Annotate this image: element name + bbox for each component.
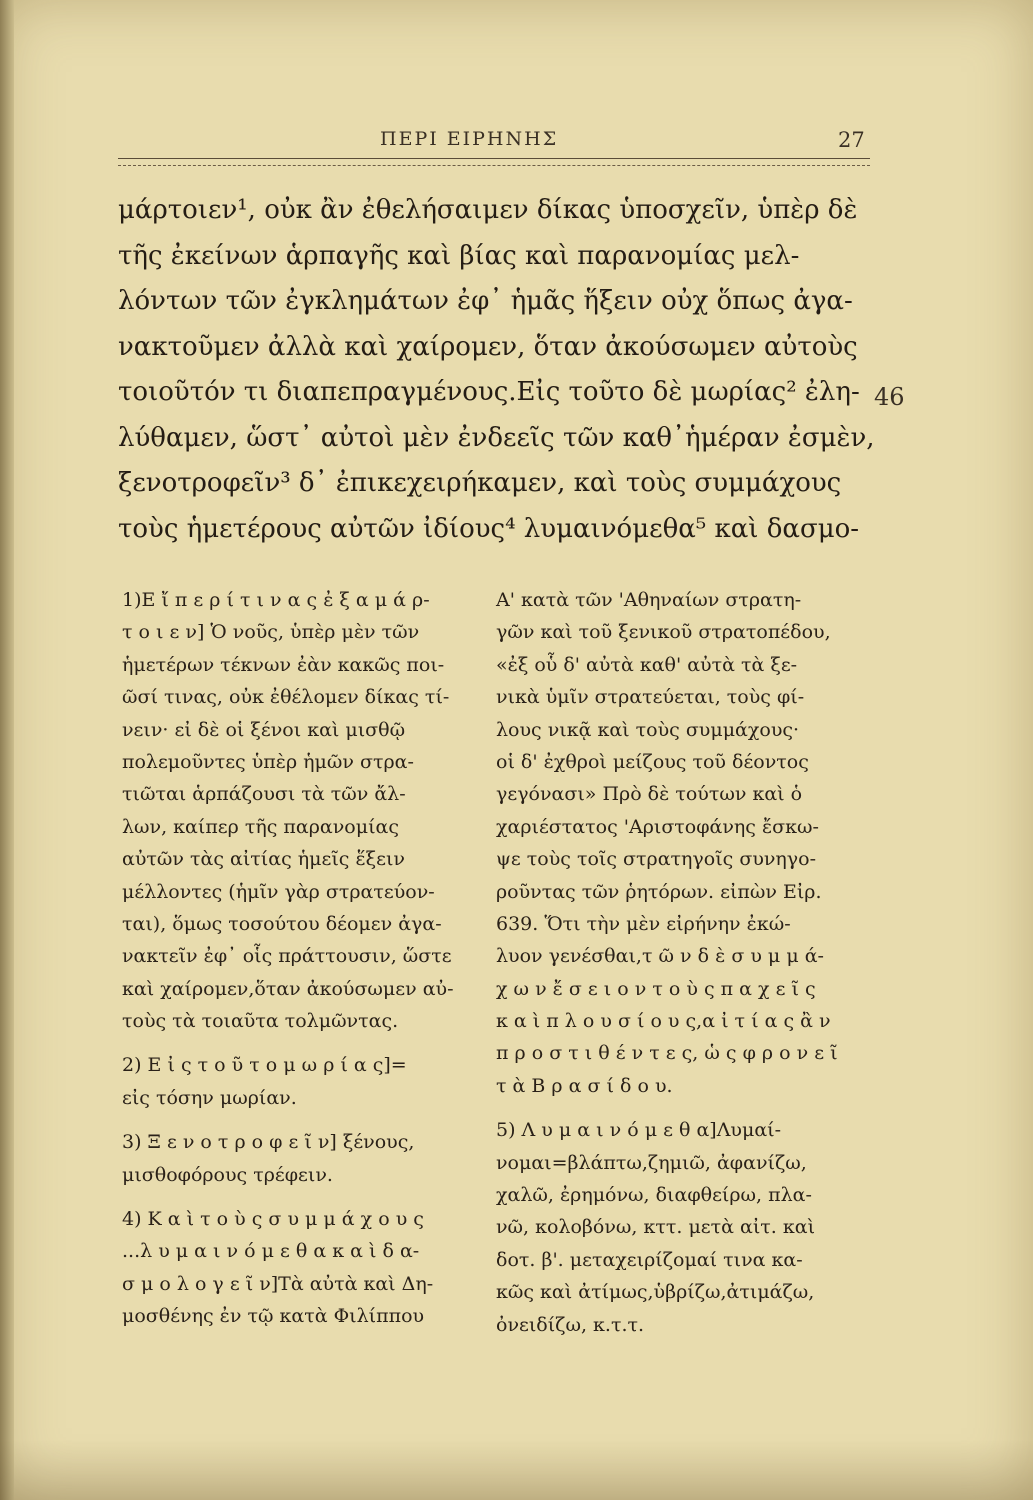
page-binding-edge [0, 0, 14, 1500]
footnote-line: ῶσί τινας, οὐκ ἐθέλομεν δίκας τί- [122, 686, 450, 709]
main-text-line: ξενοτροφεῖν³ δ᾽ ἐπικεχειρήκαμεν, καὶ τοὺς συμμάχους [118, 468, 842, 498]
footnote-line: γεγόνασι» Πρὸ δὲ τούτων καὶ ὁ [496, 783, 803, 806]
footnote-line: «ἐξ οὗ δ' αὐτὰ καθ' αὐτὰ τὰ ξε- [496, 653, 798, 676]
footnote-line: ψε τοὺς τοῖς στρατηγοῖς συνηγο- [496, 848, 817, 871]
footnote-gap [122, 1037, 490, 1049]
footnote-line: νομαι=βλάπτω,ζημιῶ, ἀφανίζω, [496, 1151, 807, 1174]
footnote-line: πολεμοῦντες ὑπὲρ ἡμῶν στρα- [122, 750, 414, 773]
footnote-line: λυον γενέσθαι,τ ῶ ν δ ὲ σ υ μ μ ά- [496, 945, 824, 968]
main-text-line: τοιοῦτόν τι διαπεπραγμένους.Εἰς τοῦτο δὲ μωρίας² ἐλη- [118, 377, 860, 407]
footnote-line: χαλῶ, ἐρημόνω, διαφθείρω, πλα- [496, 1184, 812, 1207]
running-head: ΠΕΡΙ ΕΙΡΗΝΗΣ [380, 128, 559, 150]
footnote-gap [122, 1191, 490, 1203]
page-number: 27 [838, 128, 865, 152]
main-text [118, 188, 878, 552]
footnote-4 [122, 1203, 490, 1333]
footnote-line: οἱ δ' ἐχθροὶ μείζους τοῦ δέοντος [496, 750, 809, 773]
footnote-5 [496, 1114, 864, 1341]
footnotes-right-column [496, 584, 864, 1341]
footnote-line: εἰς τόσην μωρίαν. [122, 1086, 297, 1109]
main-text-line: τῆς ἐκείνων ἁρπαγῆς καὶ βίας καὶ παρανομίας μελ- [118, 240, 800, 271]
footnote-line: Α' κατὰ τῶν 'Αθηναίων στρατη- [496, 589, 802, 611]
footnote-line: χ ω ν ἔ σ ε ι ο ν τ ο ὺ ς π α χ ε ῖ ς [496, 977, 816, 1000]
footnote-line: καὶ χαίρομεν,ὅταν ἀκούσωμεν αὐ- [122, 977, 454, 1000]
footnote-line: δοτ. β'. μεταχειρίζομαί τινα κα- [496, 1248, 803, 1271]
page-header [0, 128, 1033, 158]
footnote-line: 2) Ε ἰ ς τ ο ῦ τ ο μ ω ρ ί α ς]= [122, 1054, 407, 1077]
footnote-line: 4) Κ α ὶ τ ο ὺ ς σ υ μ μ ά χ ο υ ς [122, 1208, 424, 1231]
footnote-line: μοσθένης ἐν τῷ κατὰ Φιλίππου [122, 1305, 425, 1328]
main-text-line: νακτοῦμεν ἀλλὰ καὶ χαίρομεν, ὅταν ἀκούσωμεν αὐτοὺς [118, 331, 858, 362]
main-text-line: τοὺς ἡμετέρους αὐτῶν ἰδίους⁴ λυμαινόμεθα⁵ καὶ δασμο- [118, 513, 860, 544]
main-text-line: λύθαμεν, ὥστ᾽ αὐτοὶ μὲν ἐνδεεῖς τῶν καθ᾽ἡμέραν ἐσμὲν, [118, 422, 875, 453]
footnote-line: ...λ υ μ α ι ν ό μ ε θ α κ α ὶ δ α- [122, 1240, 420, 1263]
footnote-line: νειν· εἰ δὲ οἱ ξένοι καὶ μισθῷ [122, 718, 406, 741]
footnote-gap [496, 1102, 864, 1114]
footnote-line: 5) Λ υ μ α ι ν ό μ ε θ α]Λυμαί- [496, 1119, 782, 1142]
footnote-line: 3) Ξ ε ν ο τ ρ ο φ ε ῖ ν] ξένους, [122, 1131, 415, 1154]
footnote-line: σ μ ο λ ο γ ε ῖ ν]Τὰ αὐτὰ καὶ Δη- [122, 1272, 434, 1295]
footnote-line: λους νικᾷ καὶ τοὺς συμμάχους· [496, 718, 800, 741]
header-rule [118, 158, 870, 166]
footnote-line: χαριέστατος 'Αριστοφάνης ἔσκω- [496, 815, 819, 838]
footnote-line: 1)Ε ἴ π ε ρ ί τ ι ν α ς ἐ ξ α μ ά ρ- [122, 589, 430, 611]
footnote-line: αὐτῶν τὰς αἰτίας ἡμεῖς ἕξειν [122, 848, 405, 871]
footnote-line: τοὺς τὰ τοιαῦτα τολμῶντας. [122, 1010, 399, 1033]
footnote-1 [122, 584, 490, 1037]
footnote-line: 639. Ὅτι τὴν μὲν εἰρήνην ἐκώ- [496, 912, 791, 935]
footnote-line: ἡμετέρων τέκνων ἐὰν κακῶς ποι- [122, 653, 445, 676]
footnote-line: κ α ὶ π λ ο υ σ ί ο υ ς,α ἰ τ ί α ς ἂ ν [496, 1010, 831, 1033]
footnote-line: λων, καίπερ τῆς παρανομίας [122, 815, 400, 838]
footnote-line: νακτεῖν ἐφ᾽ οἷς πράττουσιν, ὥστε [122, 945, 452, 968]
footnote-gap [122, 1114, 490, 1126]
footnote-line: τ ο ι ε ν] Ὁ νοῦς, ὑπὲρ μὲν τῶν [122, 621, 420, 644]
footnote-line: τιῶται ἁρπάζουσι τὰ τῶν ἄλ- [122, 783, 406, 806]
main-text-line: μάρτοιεν¹, οὐκ ἂν ἐθελήσαιμεν δίκας ὑποσχεῖν, ὑπὲρ δὲ [118, 195, 858, 225]
footnote-line: μισθοφόρους τρέφειν. [122, 1163, 333, 1186]
footnotes-left-column [122, 584, 490, 1333]
margin-section-number: 46 [874, 383, 905, 411]
footnote-line: κῶς καὶ ἀτίμως,ὑβρίζω,ἀτιμάζω, [496, 1281, 815, 1304]
footnote-line: νῶ, κολοβόνω, κττ. μετὰ αἰτ. καὶ [496, 1216, 816, 1239]
footnote-2 [122, 1049, 490, 1114]
footnote-line: ται), ὅμως τοσούτου δέομεν ἀγα- [122, 912, 442, 935]
footnote-3 [122, 1126, 490, 1191]
page-bottom-shadow [0, 1440, 1033, 1500]
footnote-line: γῶν καὶ τοῦ ξενικοῦ στρατοπέδου, [496, 621, 831, 644]
footnote-line: π ρ ο σ τ ι θ έ ν τ ε ς, ὡ ς φ ρ ο ν ε ῖ [496, 1042, 838, 1065]
footnote-line: ὀνειδίζω, κ.τ.τ. [496, 1313, 645, 1336]
main-text-line: λόντων τῶν ἐγκλημάτων ἐφ᾽ ἡμᾶς ἥξειν οὐχ ὅπως ἀγα- [118, 286, 853, 316]
footnote-line: ροῦντας τῶν ῥητόρων. εἰπὼν Εἰρ. [496, 880, 822, 903]
footnote-line: μέλλοντες (ἡμῖν γὰρ στρατεύον- [122, 880, 435, 903]
footnote-line: τ ὰ Β ρ α σ ί δ ο υ. [496, 1074, 673, 1097]
footnote-4-continued [496, 584, 864, 1102]
footnote-line: νικὰ ὑμῖν στρατεύεται, τοὺς φί- [496, 686, 805, 709]
